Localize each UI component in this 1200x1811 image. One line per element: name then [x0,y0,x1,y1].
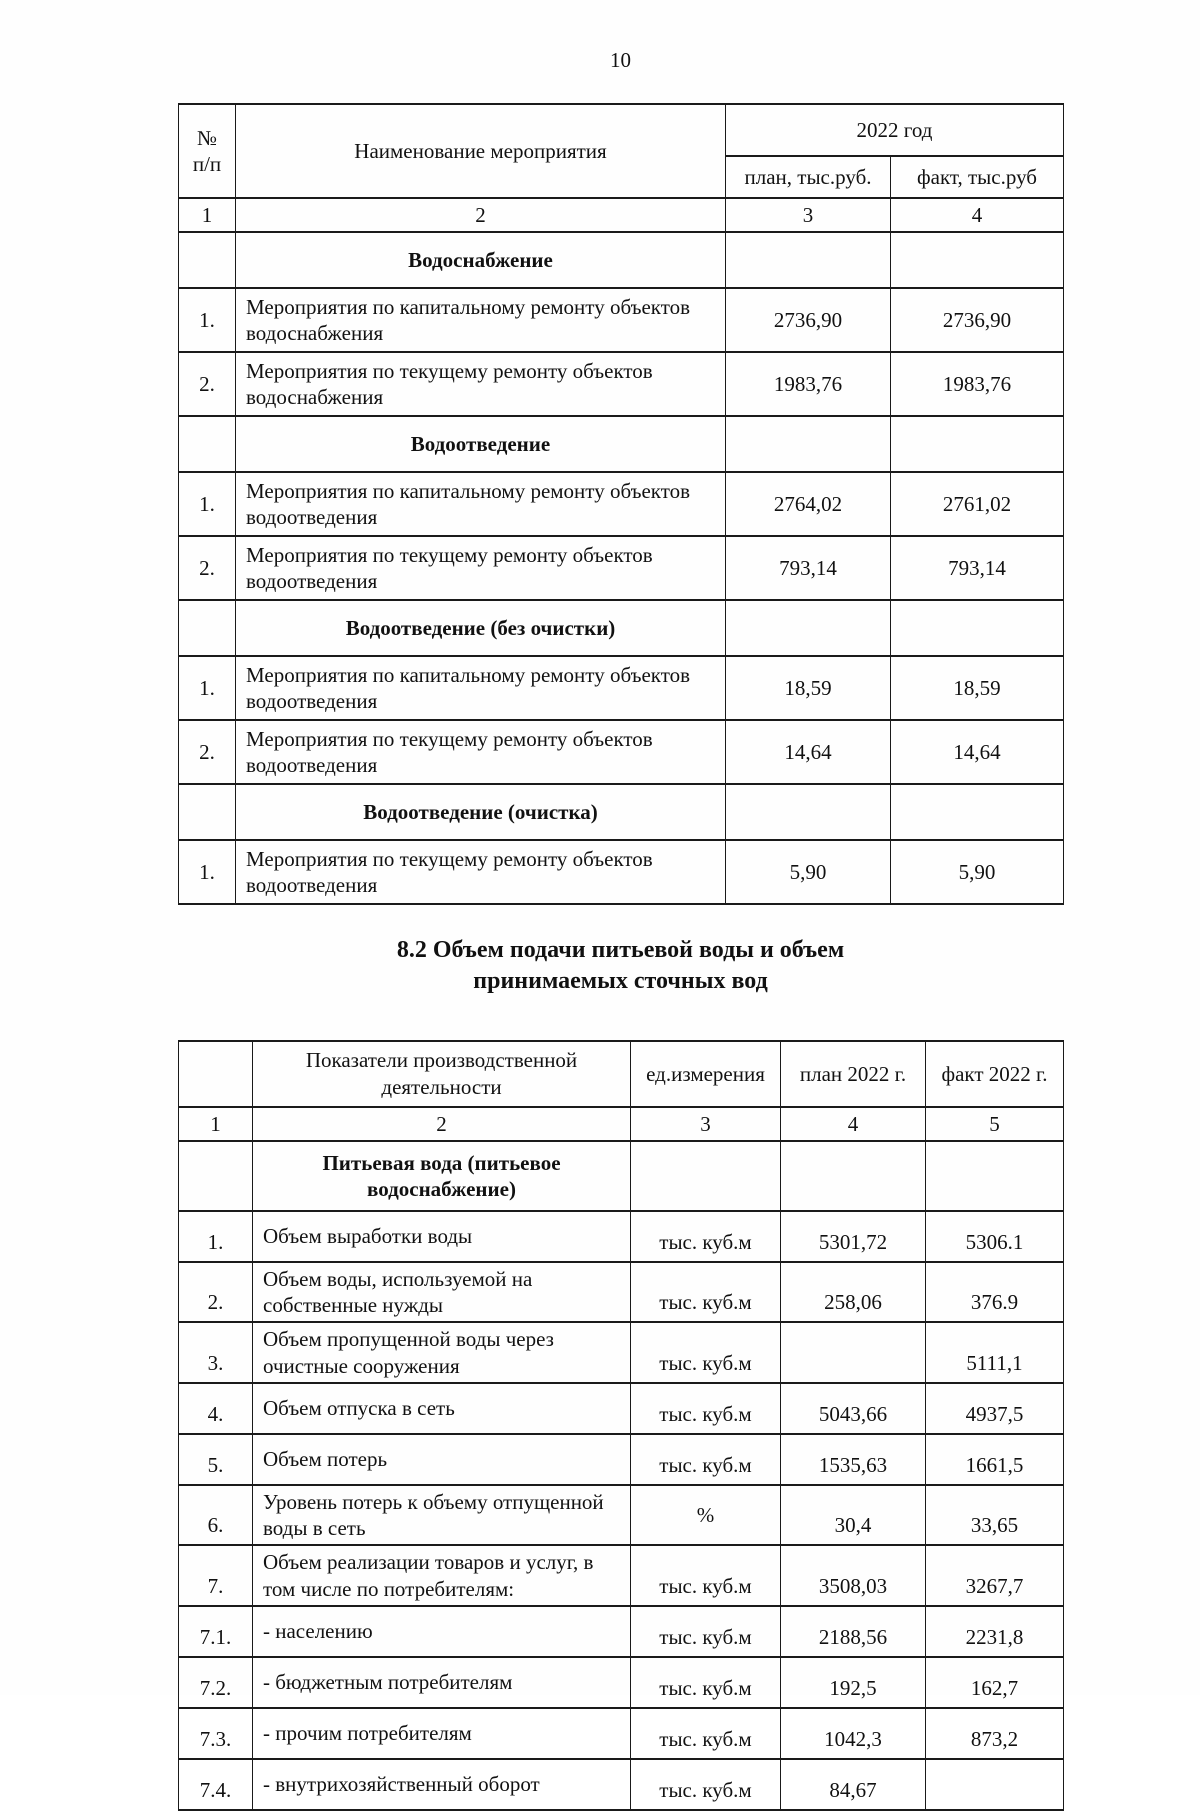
row-number-cell: 7. [179,1545,253,1606]
fact-value-cell: 18,59 [891,656,1064,720]
section-row-water-supply [179,232,1064,288]
unit-cell: тыс. куб.м [631,1262,781,1323]
row-number-cell [179,784,236,840]
section-label-cell: Водоснабжение [236,232,726,288]
table-row [179,1606,1064,1657]
section-label-cell: Водоотведение (очистка) [236,784,726,840]
indicator-name-cell: Объем воды, используемой на собственные нужды [253,1262,631,1323]
plan-value-cell: 793,14 [726,536,891,600]
plan-value-cell: 84,67 [781,1759,926,1810]
section-heading-8-2 [178,935,1063,997]
measure-name-cell: Мероприятия по текущему ремонту объектов водоотведения [236,840,726,904]
col-index-cell: 5 [926,1107,1064,1141]
fact-value-cell [891,784,1064,840]
header-year-cell: 2022 год [726,104,1064,156]
fact-value-cell: 5306.1 [926,1211,1064,1262]
row-number-cell: 1. [179,840,236,904]
section-label-cell: Водоотведение (без очистки) [236,600,726,656]
unit-cell [631,1141,781,1211]
table-row [179,1708,1064,1759]
table-row [179,536,1064,600]
measure-name-cell: Мероприятия по текущему ремонту объектов водоотведения [236,536,726,600]
table-header-row [179,104,1064,156]
header-name-cell: Наименование мероприятия [236,104,726,198]
plan-value-cell: 1535,63 [781,1434,926,1485]
header-fact-cell: факт, тыс.руб [891,156,1064,198]
unit-cell: тыс. куб.м [631,1545,781,1606]
unit-cell: тыс. куб.м [631,1434,781,1485]
indicator-name-cell: Объем реализации товаров и услуг, в том числе по потребителям: [253,1545,631,1606]
plan-value-cell [726,600,891,656]
unit-cell: тыс. куб.м [631,1383,781,1434]
table-row [179,656,1064,720]
section-heading-line1: 8.2 Объем подачи питьевой воды и объем [396,937,845,964]
fact-value-cell: 376.9 [926,1262,1064,1323]
measure-name-cell: Мероприятия по капитальному ремонту объектов водоотведения [236,472,726,536]
unit-cell: тыс. куб.м [631,1606,781,1657]
table-row [179,720,1064,784]
row-number-cell: 5. [179,1434,253,1485]
header-plan-cell: план 2022 г. [781,1041,926,1107]
header-name-cell: Показатели производственной деятельности [253,1041,631,1107]
plan-value-cell: 3508,03 [781,1545,926,1606]
header-plan-cell: план, тыс.руб. [726,156,891,198]
col-index-cell: 3 [726,198,891,232]
indicator-name-cell: - внутрихозяйственный оборот [253,1759,631,1810]
fact-value-cell: 33,65 [926,1485,1064,1546]
table-row [179,1383,1064,1434]
table-row [179,1657,1064,1708]
row-number-cell: 4. [179,1383,253,1434]
plan-value-cell: 1042,3 [781,1708,926,1759]
fact-value-cell: 4937,5 [926,1383,1064,1434]
measure-name-cell: Мероприятия по капитальному ремонту объектов водоотведения [236,656,726,720]
col-index-cell: 4 [781,1107,926,1141]
indicator-name-cell: - населению [253,1606,631,1657]
table-row [179,1322,1064,1383]
row-number-cell: 7.1. [179,1606,253,1657]
unit-cell: % [631,1485,781,1546]
plan-value-cell: 2764,02 [726,472,891,536]
row-number-cell: 1. [179,288,236,352]
row-number-cell: 2. [179,720,236,784]
indicator-name-cell: Уровень потерь к объему отпущенной воды в сеть [253,1485,631,1546]
col-index-cell: 2 [236,198,726,232]
fact-value-cell: 2231,8 [926,1606,1064,1657]
col-index-cell: 4 [891,198,1064,232]
plan-value-cell: 18,59 [726,656,891,720]
header-num-cell [179,1041,253,1107]
table-row [179,1434,1064,1485]
fact-value-cell: 3267,7 [926,1545,1064,1606]
plan-value-cell [726,232,891,288]
table-row [179,288,1064,352]
fact-value-cell [926,1759,1064,1810]
row-number-cell: 6. [179,1485,253,1546]
header-num-cell: № п/п [179,104,236,198]
section-heading-line2: принимаемых сточных вод [473,968,768,995]
indicator-name-cell: Объем потерь [253,1434,631,1485]
col-index-cell: 1 [179,1107,253,1141]
table-header-row [179,1041,1064,1107]
plan-value-cell: 5,90 [726,840,891,904]
water-volume-table [178,1040,1064,1811]
col-index-cell: 3 [631,1107,781,1141]
plan-value-cell: 192,5 [781,1657,926,1708]
row-number-cell [179,232,236,288]
fact-value-cell [891,600,1064,656]
measure-name-cell: Мероприятия по текущему ремонту объектов водоснабжения [236,352,726,416]
row-number-cell: 2. [179,1262,253,1323]
fact-value-cell: 162,7 [926,1657,1064,1708]
col-index-cell: 1 [179,198,236,232]
fact-value-cell: 5111,1 [926,1322,1064,1383]
row-number-cell [179,600,236,656]
indicator-name-cell: - бюджетным потребителям [253,1657,631,1708]
section-label-cell: Питьевая вода (питьевое водоснабжение) [253,1141,631,1211]
section-row-sewerage [179,416,1064,472]
unit-cell: тыс. куб.м [631,1211,781,1262]
measure-name-cell: Мероприятия по капитальному ремонту объектов водоснабжения [236,288,726,352]
row-number-cell: 1. [179,1211,253,1262]
repairs-2022-table [178,103,1064,905]
row-number-cell [179,1141,253,1211]
row-number-cell: 2. [179,536,236,600]
section-row-sewerage-treatment [179,784,1064,840]
indicator-name-cell: - прочим потребителям [253,1708,631,1759]
table-row [179,1759,1064,1810]
plan-value-cell: 5301,72 [781,1211,926,1262]
row-number-cell: 2. [179,352,236,416]
table-row [179,1485,1064,1546]
table-row [179,1211,1064,1262]
unit-cell: тыс. куб.м [631,1708,781,1759]
row-number-cell [179,416,236,472]
section-row-sewerage-no-treatment [179,600,1064,656]
table-row [179,352,1064,416]
plan-value-cell [781,1322,926,1383]
unit-cell: тыс. куб.м [631,1322,781,1383]
unit-cell: тыс. куб.м [631,1759,781,1810]
plan-value-cell: 2736,90 [726,288,891,352]
indicator-name-cell: Объем пропущенной воды через очистные сооружения [253,1322,631,1383]
plan-value-cell: 5043,66 [781,1383,926,1434]
fact-value-cell: 1661,5 [926,1434,1064,1485]
page-content [178,103,1063,1811]
row-number-cell: 1. [179,472,236,536]
plan-value-cell [726,784,891,840]
row-number-cell: 7.3. [179,1708,253,1759]
plan-value-cell: 2188,56 [781,1606,926,1657]
col-index-cell: 2 [253,1107,631,1141]
fact-value-cell [891,416,1064,472]
header-fact-cell: факт 2022 г. [926,1041,1064,1107]
fact-value-cell: 14,64 [891,720,1064,784]
plan-value-cell [726,416,891,472]
fact-value-cell [926,1141,1064,1211]
section-row-drinking-water [179,1141,1064,1211]
unit-cell: тыс. куб.м [631,1657,781,1708]
plan-value-cell: 258,06 [781,1262,926,1323]
plan-value-cell [781,1141,926,1211]
row-number-cell: 1. [179,656,236,720]
fact-value-cell: 1983,76 [891,352,1064,416]
indicator-name-cell: Объем отпуска в сеть [253,1383,631,1434]
fact-value-cell [891,232,1064,288]
table-row [179,1262,1064,1323]
row-number-cell: 7.2. [179,1657,253,1708]
fact-value-cell: 2761,02 [891,472,1064,536]
plan-value-cell: 30,4 [781,1485,926,1546]
table-row [179,1545,1064,1606]
fact-value-cell: 793,14 [891,536,1064,600]
page-number: 10 [610,48,631,72]
section-label-cell: Водоотведение [236,416,726,472]
column-index-row [179,1107,1064,1141]
row-number-cell: 7.4. [179,1759,253,1810]
fact-value-cell: 873,2 [926,1708,1064,1759]
column-index-row [179,198,1064,232]
measure-name-cell: Мероприятия по текущему ремонту объектов водоотведения [236,720,726,784]
plan-value-cell: 14,64 [726,720,891,784]
plan-value-cell: 1983,76 [726,352,891,416]
row-number-cell: 3. [179,1322,253,1383]
indicator-name-cell: Объем выработки воды [253,1211,631,1262]
fact-value-cell: 2736,90 [891,288,1064,352]
table-row [179,840,1064,904]
fact-value-cell: 5,90 [891,840,1064,904]
table-row [179,472,1064,536]
header-unit-cell: ед.измерения [631,1041,781,1107]
